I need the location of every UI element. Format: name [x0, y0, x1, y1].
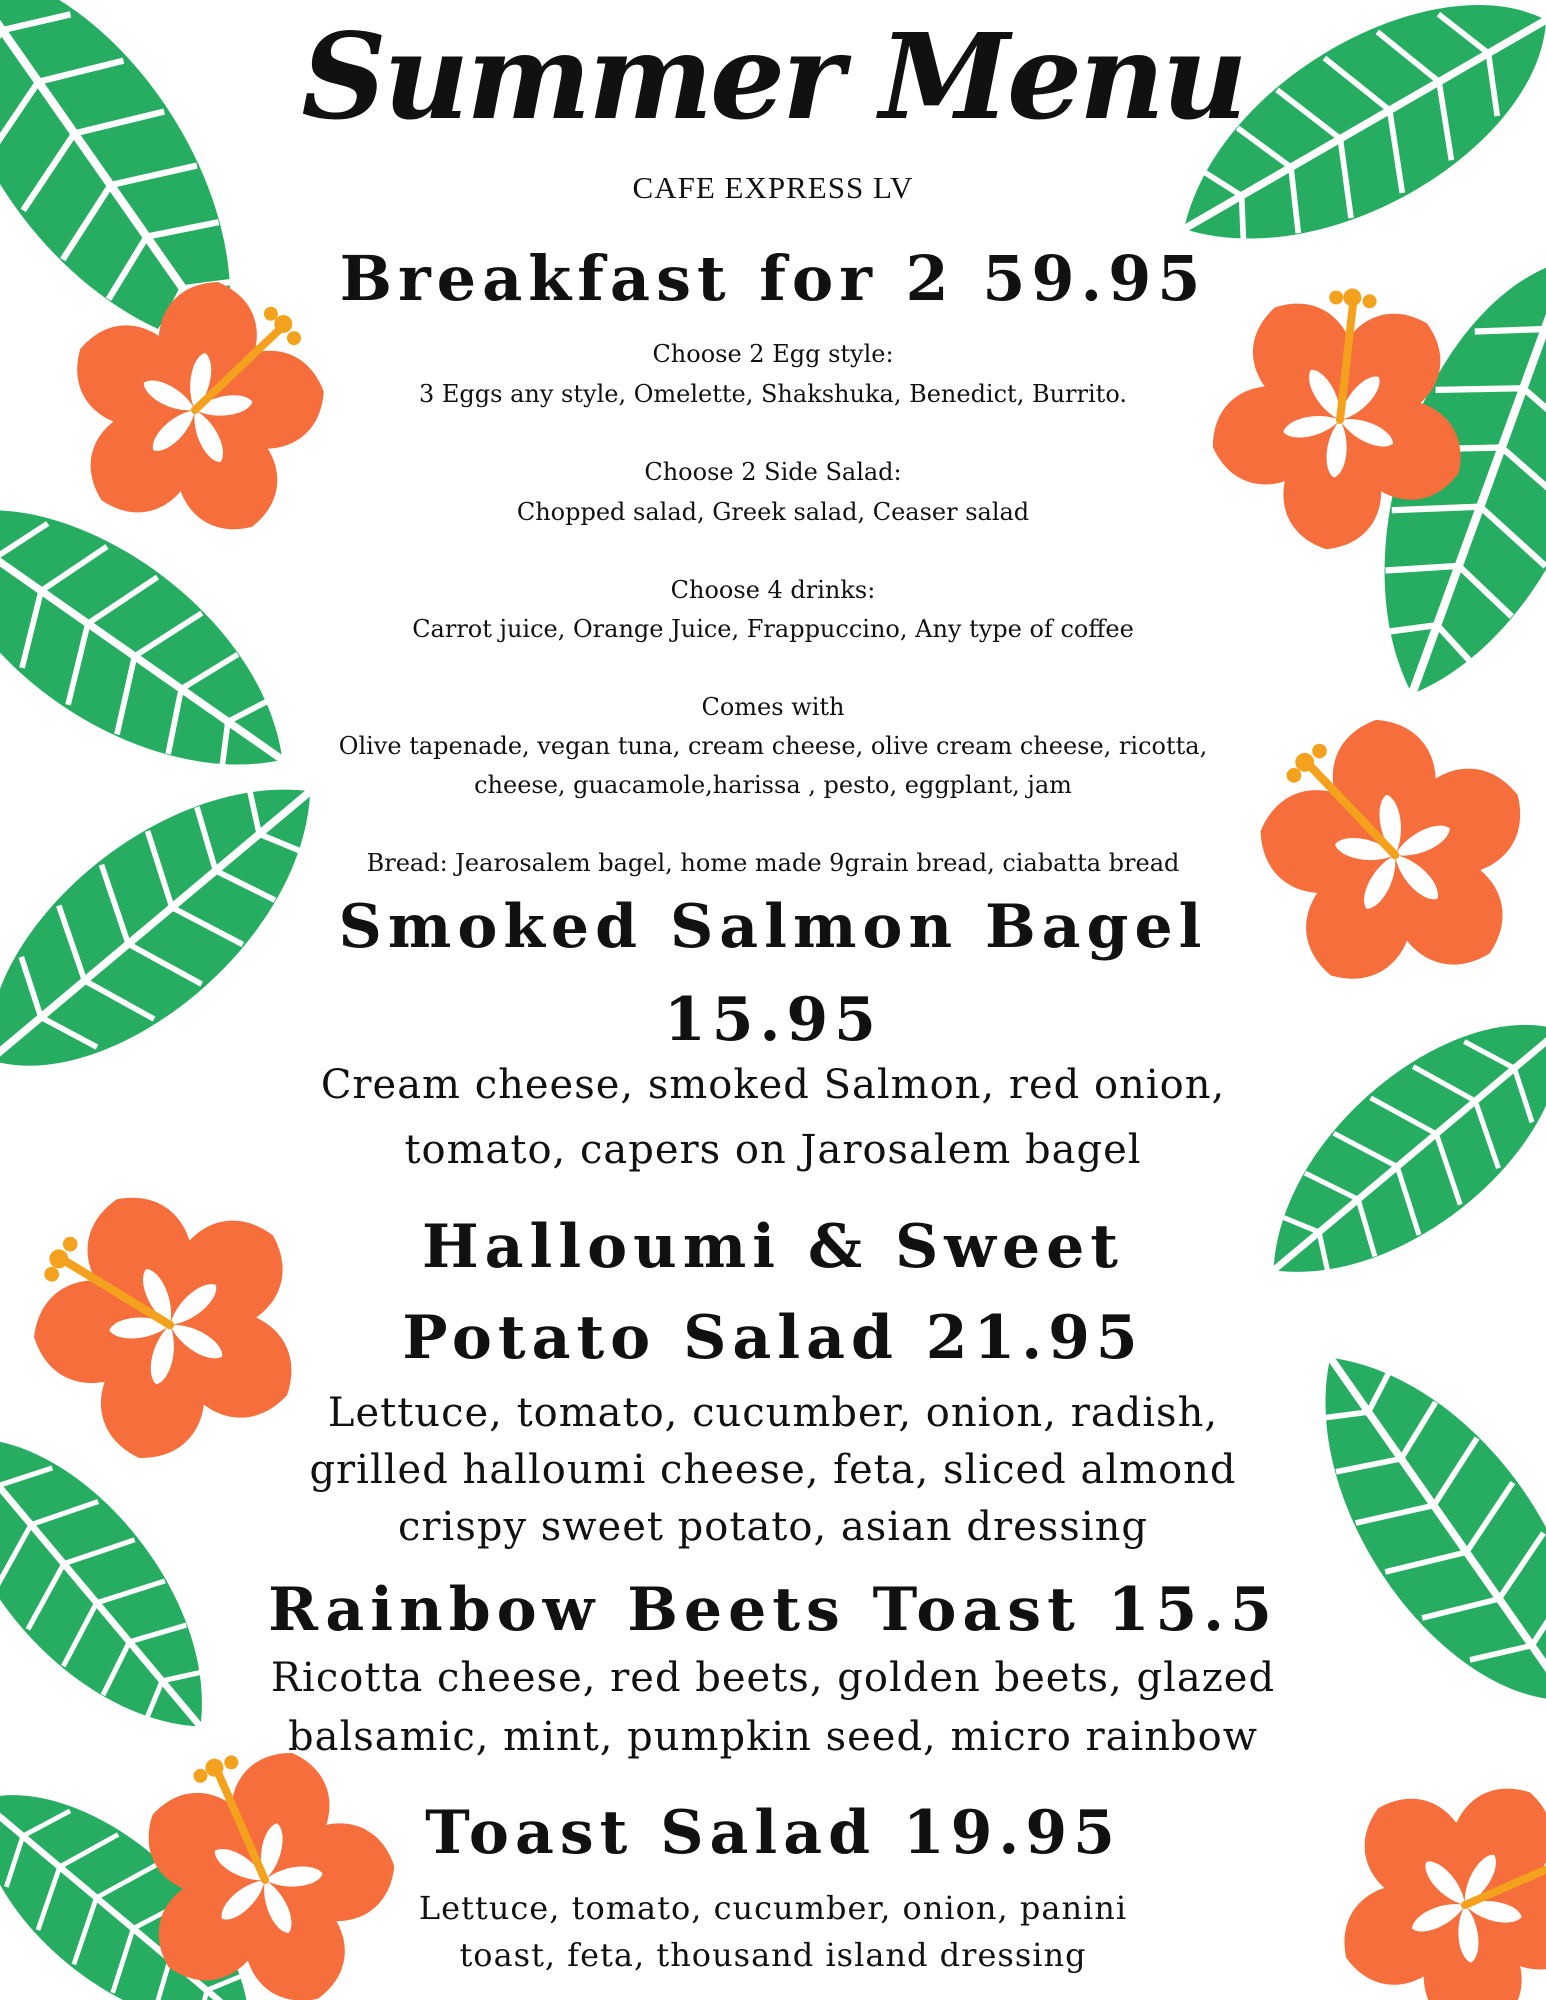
breakfast-line: Bread: Jearosalem bagel, home made 9grain bread, ciabatta bread: [366, 849, 1180, 877]
breakfast-line: Choose 4 drinks:: [670, 576, 876, 604]
rainbow-desc: balsamic, mint, pumpkin seed, micro rainbow: [288, 1714, 1258, 1760]
breakfast-line: Olive tapenade, vegan tuna, cream cheese, olive cream cheese, ricotta,: [338, 732, 1208, 760]
rainbow-heading: Rainbow Beets Toast 15.5: [268, 1575, 1278, 1645]
cafe-name: CAFE EXPRESS LV: [632, 170, 914, 205]
halloumi-desc: grilled halloumi cheese, feta, sliced almond: [309, 1447, 1237, 1493]
toast-salad-heading: Toast Salad 19.95: [425, 1798, 1121, 1868]
breakfast-line: Chopped salad, Greek salad, Ceaser salad: [516, 498, 1030, 526]
breakfast-line: 3 Eggs any style, Omelette, Shakshuka, Benedict, Burrito.: [419, 380, 1127, 408]
smoked-salmon-desc: Cream cheese, smoked Salmon, red onion,: [320, 1062, 1226, 1108]
smoked-salmon-price: 15.95: [664, 985, 882, 1055]
breakfast-line: Choose 2 Egg style:: [652, 340, 894, 368]
breakfast-line: Carrot juice, Orange Juice, Frappuccino, Any type of coffee: [412, 615, 1134, 643]
halloumi-desc: crispy sweet potato, asian dressing: [398, 1504, 1148, 1550]
breakfast-heading: Breakfast for 2 59.95: [339, 242, 1207, 315]
rainbow-desc: Ricotta cheese, red beets, golden beets, glazed: [270, 1655, 1276, 1701]
toast-salad-desc: Lettuce, tomato, cucumber, onion, panini: [418, 1889, 1128, 1927]
halloumi-heading: Halloumi & Sweet: [421, 1212, 1125, 1282]
menu-title: Summer Menu: [301, 7, 1245, 146]
breakfast-line: Comes with: [701, 693, 845, 721]
halloumi-heading: Potato Salad 21.95: [402, 1303, 1144, 1373]
breakfast-line: Choose 2 Side Salad:: [644, 458, 902, 486]
halloumi-desc: Lettuce, tomato, cucumber, onion, radish,: [327, 1390, 1219, 1436]
breakfast-line: cheese, guacamole,harissa , pesto, eggplant, jam: [474, 771, 1072, 799]
toast-salad-desc: toast, feta, thousand island dressing: [459, 1936, 1087, 1974]
smoked-salmon-desc: tomato, capers on Jarosalem bagel: [404, 1127, 1142, 1173]
smoked-salmon-heading: Smoked Salmon Bagel: [338, 892, 1208, 962]
